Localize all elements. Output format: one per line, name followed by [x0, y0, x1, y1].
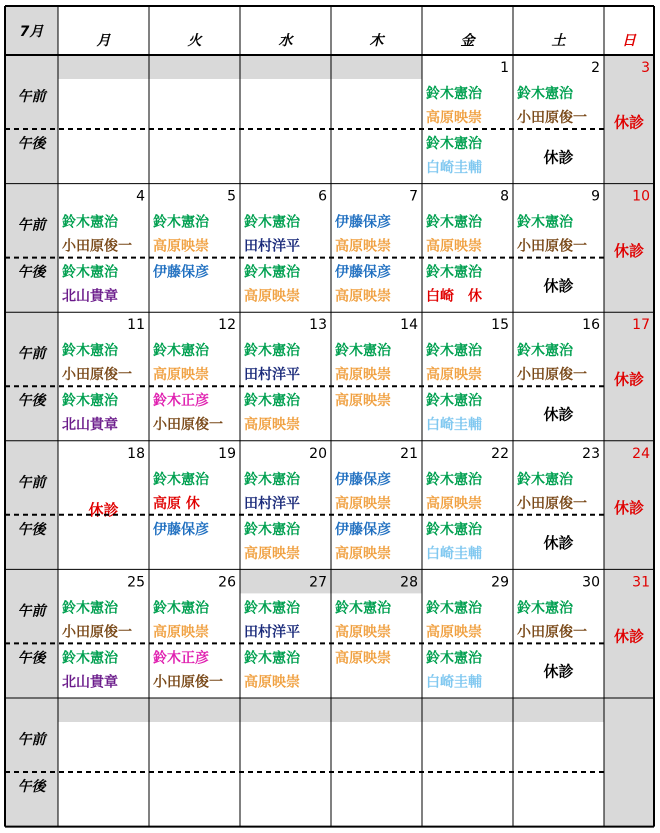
doctor-name: 高原映崇 [244, 417, 300, 434]
day-number: 26 [218, 574, 236, 591]
doctor-name: 鈴木憲治 [244, 650, 300, 667]
doctor-name: 高原映崇 [153, 238, 209, 255]
doctor-name: 田村洋平 [244, 238, 300, 255]
text-layer [18, 24, 651, 795]
empty-day-header [240, 698, 331, 722]
doctor-name: 小田原俊一 [517, 367, 587, 384]
day-number: 14 [400, 317, 418, 334]
doctor-name: 高原映崇 [335, 650, 391, 667]
empty-day-header [58, 55, 149, 79]
pm-label: 午後 [17, 136, 46, 152]
doctor-name: 鈴木憲治 [153, 600, 209, 617]
doctor-name: 小田原俊一 [517, 624, 587, 641]
doctor-name: 鈴木憲治 [426, 136, 482, 152]
doctor-name: 鈴木憲治 [62, 343, 118, 360]
am-label: 午前 [17, 732, 46, 748]
closed-label: 休診 [88, 501, 119, 520]
doctor-name: 鈴木憲治 [517, 600, 573, 617]
day-number: 25 [127, 574, 145, 591]
doctor-name: 高原映崇 [153, 367, 209, 384]
day-number: 22 [491, 445, 509, 462]
day-number: 23 [582, 445, 600, 462]
doctor-name: 高原映崇 [335, 545, 391, 562]
doctor-name: 高原映崇 [153, 624, 209, 641]
period-label-cell [5, 569, 58, 698]
doctor-name: 鈴木正彦 [153, 650, 209, 667]
day-number: 4 [136, 188, 145, 205]
day-number: 19 [218, 445, 236, 462]
doctor-name: 伊藤保彦 [153, 521, 209, 538]
weekday-header: 木 [369, 33, 384, 49]
doctor-name: 伊藤保彦 [335, 214, 391, 231]
period-label-cell [5, 184, 58, 313]
day-number: 9 [591, 188, 600, 205]
weekday-header: 金 [460, 33, 475, 49]
month-label: 7月 [19, 24, 44, 40]
day-number: 5 [227, 188, 236, 205]
doctor-name: 小田原俊一 [62, 624, 132, 641]
weekday-header: 土 [551, 33, 566, 49]
weekday-header: 月 [96, 33, 111, 49]
closed-label: 休診 [613, 370, 645, 389]
doctor-name: 田村洋平 [244, 495, 300, 512]
doctor-name: 鈴木憲治 [244, 214, 300, 231]
day-number: 16 [582, 317, 600, 334]
doctor-name: 鈴木憲治 [244, 471, 300, 488]
am-label: 午前 [17, 217, 46, 234]
doctor-name: 伊藤保彦 [153, 264, 209, 281]
doctor-name: 高原映崇 [426, 367, 482, 384]
doctor-name: 鈴木憲治 [244, 264, 300, 281]
am-label: 午前 [17, 89, 46, 105]
closed-label: 休診 [543, 534, 574, 553]
empty-day-header [331, 698, 422, 722]
doctor-name: 北山貴章 [62, 674, 118, 691]
day-number: 24 [632, 445, 650, 462]
day-number: 15 [491, 317, 509, 334]
doctor-name: 鈴木憲治 [426, 86, 482, 102]
doctor-name: 鈴木憲治 [517, 86, 573, 102]
day-number: 8 [500, 188, 509, 205]
empty-day-header [149, 698, 240, 722]
doctor-name: 鈴木憲治 [153, 343, 209, 360]
closed-label: 休診 [543, 662, 574, 681]
doctor-name: 高原映崇 [335, 393, 391, 410]
doctor-name: 鈴木憲治 [426, 471, 482, 488]
empty-day-header [240, 55, 331, 79]
doctor-name: 白崎圭輔 [426, 545, 482, 562]
weekday-header: 日 [622, 33, 636, 49]
doctor-name: 鈴木憲治 [153, 214, 209, 231]
doctor-name: 高原映崇 [244, 674, 300, 691]
am-label: 午前 [17, 603, 46, 620]
doctor-name: 鈴木憲治 [62, 214, 118, 231]
doctor-name: 小田原俊一 [62, 367, 132, 384]
closed-label: 休診 [543, 148, 574, 167]
pm-label: 午後 [17, 264, 46, 281]
doctor-name: 小田原俊一 [153, 417, 223, 434]
doctor-name: 小田原俊一 [517, 238, 587, 255]
doctor-name: 鈴木憲治 [244, 343, 300, 360]
closed-label: 休診 [613, 627, 645, 646]
doctor-name: 鈴木憲治 [426, 214, 482, 231]
doctor-name: 鈴木憲治 [517, 214, 573, 231]
doctor-name: 白崎圭輔 [426, 674, 482, 691]
doctor-name: 伊藤保彦 [335, 264, 391, 281]
day-number: 3 [641, 60, 650, 76]
doctor-name: 鈴木憲治 [153, 471, 209, 488]
doctor-name: 高原映崇 [244, 545, 300, 562]
period-label-cell [5, 698, 58, 827]
day-number: 17 [632, 317, 650, 334]
doctor-name: 小田原俊一 [153, 674, 223, 691]
doctor-name: 鈴木憲治 [244, 600, 300, 617]
empty-day-header [149, 55, 240, 79]
pm-label: 午後 [17, 650, 46, 667]
doctor-name: 鈴木憲治 [426, 521, 482, 538]
doctor-name: 鈴木憲治 [62, 264, 118, 281]
doctor-name: 高原映崇 [335, 238, 391, 255]
day-number: 30 [582, 574, 600, 591]
doctor-name: 小田原俊一 [62, 238, 132, 255]
doctor-name: 白崎圭輔 [426, 417, 482, 434]
doctor-name: 白崎圭輔 [426, 160, 482, 176]
doctor-name: 鈴木憲治 [426, 264, 482, 281]
doctor-name: 鈴木憲治 [426, 343, 482, 360]
doctor-name: 北山貴章 [62, 417, 118, 434]
doctor-name: 高原映崇 [335, 367, 391, 384]
day-number: 28 [400, 574, 418, 591]
doctor-name: 鈴木憲治 [335, 343, 391, 360]
am-label: 午前 [17, 346, 46, 363]
day-number: 6 [318, 188, 327, 205]
doctor-name: 鈴木憲治 [426, 650, 482, 667]
doctor-name: 鈴木憲治 [244, 393, 300, 410]
day-number: 29 [491, 574, 509, 591]
doctor-name: 鈴木憲治 [517, 471, 573, 488]
doctor-name: 鈴木憲治 [426, 393, 482, 410]
day-number: 12 [218, 317, 236, 334]
closed-label: 休診 [613, 499, 645, 518]
day-number: 11 [127, 317, 145, 334]
closed-label: 休診 [613, 241, 645, 260]
doctor-name: 小田原俊一 [517, 495, 587, 512]
day-number: 21 [400, 445, 418, 462]
day-number: 7 [409, 188, 418, 205]
pm-label: 午後 [17, 521, 46, 538]
doctor-name: 田村洋平 [244, 624, 300, 641]
empty-day-header [58, 698, 149, 722]
day-number: 31 [632, 574, 650, 591]
doctor-name: 高原 休 [153, 495, 200, 512]
day-number: 20 [309, 445, 327, 462]
closed-label: 休診 [543, 276, 574, 295]
doctor-name: 高原映崇 [426, 110, 482, 126]
doctor-name: 鈴木憲治 [62, 600, 118, 617]
day-number: 13 [309, 317, 327, 334]
doctor-name: 高原映崇 [426, 238, 482, 255]
doctor-name: 高原映崇 [335, 288, 391, 305]
doctor-name: 鈴木憲治 [426, 600, 482, 617]
empty-day-header [513, 698, 604, 722]
doctor-name: 高原映崇 [335, 624, 391, 641]
period-label-cell [5, 441, 58, 570]
doctor-name: 鈴木正彦 [153, 393, 209, 410]
doctor-name: 白崎 休 [426, 288, 482, 305]
closed-label: 休診 [543, 405, 574, 424]
pm-label: 午後 [17, 779, 46, 795]
doctor-name: 鈴木憲治 [62, 650, 118, 667]
day-number: 1 [500, 60, 509, 76]
am-label: 午前 [17, 474, 46, 491]
weekday-header: 水 [278, 33, 293, 49]
day-number: 10 [632, 188, 650, 205]
doctor-name: 高原映崇 [426, 624, 482, 641]
doctor-name: 小田原俊一 [517, 110, 587, 126]
day-number: 27 [309, 574, 327, 591]
weekday-header: 火 [187, 33, 202, 49]
empty-day-header [422, 698, 513, 722]
doctor-name: 鈴木憲治 [62, 393, 118, 410]
doctor-name: 鈴木憲治 [335, 600, 391, 617]
day-number: 2 [591, 60, 600, 76]
doctor-name: 高原映崇 [426, 495, 482, 512]
doctor-name: 田村洋平 [244, 367, 300, 384]
pm-label: 午後 [17, 393, 46, 410]
doctor-name: 高原映崇 [244, 288, 300, 305]
doctor-name: 伊藤保彦 [335, 471, 391, 488]
doctor-name: 鈴木憲治 [517, 343, 573, 360]
doctor-name: 高原映崇 [335, 495, 391, 512]
sunday-cell [604, 698, 654, 827]
period-label-cell [5, 55, 58, 184]
period-label-cell [5, 312, 58, 441]
doctor-name: 北山貴章 [62, 288, 118, 305]
doctor-name: 伊藤保彦 [335, 521, 391, 538]
day-number: 18 [127, 445, 145, 462]
doctor-name: 鈴木憲治 [244, 521, 300, 538]
closed-label: 休診 [613, 113, 645, 132]
empty-day-header [331, 55, 422, 79]
